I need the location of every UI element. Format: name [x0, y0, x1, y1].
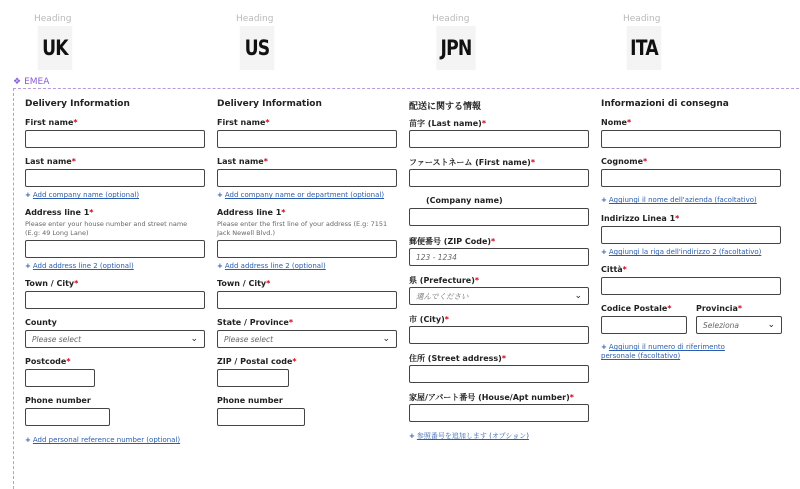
plus-icon: + [409, 432, 415, 440]
first-name-label: Nome* [601, 118, 632, 127]
chevron-down-icon: ⌄ [574, 291, 582, 301]
plus-icon: + [25, 191, 31, 199]
last-name-input[interactable] [601, 169, 781, 187]
last-name-input[interactable] [409, 130, 589, 148]
prefecture-select[interactable]: 選んでください ⌄ [409, 287, 589, 305]
address-line1-label: Address line 1* [25, 208, 94, 217]
plus-icon: + [25, 436, 31, 444]
city-input[interactable] [409, 326, 589, 344]
address-line1-input[interactable] [601, 226, 781, 244]
county-label: County [25, 318, 57, 327]
country-code-jpn: JPN [436, 26, 475, 70]
state-province-label: State / Province* [217, 318, 294, 327]
last-name-label: Last name* [217, 157, 268, 166]
postcode-label: Codice Postale* [601, 304, 672, 313]
add-reference-link[interactable]: + Add personal reference number (optional) [25, 436, 181, 444]
plus-icon: + [601, 343, 607, 351]
region-label: EMEA [24, 77, 50, 87]
region-frame-label[interactable] [13, 77, 49, 87]
county-select[interactable]: Please select ⌄ [25, 330, 205, 348]
zip-input[interactable] [217, 369, 289, 387]
postcode-input[interactable] [25, 369, 95, 387]
company-name-input[interactable] [409, 208, 589, 226]
plus-icon: + [217, 191, 223, 199]
phone-label: Phone number [25, 396, 91, 405]
address-line1-hint: Please enter your house number and street name (E.g: 49 Long Lane) [25, 220, 188, 237]
add-reference-link[interactable]: + Aggiungi il numero di riferimento personale (facoltativo) [601, 343, 725, 360]
first-name-input[interactable] [217, 130, 397, 148]
town-city-input[interactable] [25, 291, 205, 309]
heading-label: Heading [236, 14, 274, 24]
city-label: Città* [601, 265, 627, 274]
country-code-ita: ITA [627, 26, 661, 70]
first-name-label: First name* [217, 118, 270, 127]
last-name-label: Cognome* [601, 157, 648, 166]
first-name-label: ファーストネーム (First name)* [409, 158, 536, 167]
last-name-input[interactable] [25, 169, 205, 187]
first-name-input[interactable] [409, 169, 589, 187]
house-number-input[interactable] [409, 404, 589, 422]
address-line1-label: Indirizzo Linea 1* [601, 214, 680, 223]
town-city-input[interactable] [217, 291, 397, 309]
chevron-down-icon: ⌄ [382, 334, 390, 344]
add-company-link[interactable]: + Aggiungi il nome dell'azienda (facoltativo) [601, 196, 757, 204]
street-address-label: 住所 (Street address)* [409, 354, 507, 363]
prefecture-label: 県 (Prefecture)* [409, 276, 480, 285]
chevron-down-icon: ⌄ [767, 320, 775, 330]
zip-label: ZIP / Postal code* [217, 357, 297, 366]
country-code-uk: UK [38, 26, 72, 70]
zip-label: 郵便番号 (ZIP Code)* [409, 237, 496, 246]
country-code-us: US [240, 26, 274, 70]
first-name-input[interactable] [601, 130, 781, 148]
add-reference-link[interactable]: + 参照番号を追加します (オプション) [409, 432, 529, 440]
plus-icon: + [601, 248, 607, 256]
phone-input[interactable] [25, 408, 110, 426]
town-city-label: Town / City* [217, 279, 271, 288]
heading-label: Heading [623, 14, 661, 24]
postcode-input[interactable] [601, 316, 687, 334]
form-title: Informazioni di consegna [601, 99, 729, 109]
town-city-label: Town / City* [25, 279, 79, 288]
last-name-label: Last name* [25, 157, 76, 166]
phone-label: Phone number [217, 396, 283, 405]
house-number-label: 家屋/アパート番号 (House/Apt number)* [409, 393, 574, 402]
address-line1-input[interactable] [217, 240, 397, 258]
city-label: 市 (City)* [409, 315, 449, 324]
first-name-input[interactable] [25, 130, 205, 148]
heading-label: Heading [34, 14, 72, 24]
form-title: Delivery Information [217, 99, 322, 109]
city-input[interactable] [601, 277, 781, 295]
address-line1-label: Address line 1* [217, 208, 286, 217]
address-line1-hint: Please enter the first line of your address (E.g: 7151 Jack Newell Blvd.) [217, 220, 388, 237]
postcode-label: Postcode* [25, 357, 71, 366]
plus-icon: + [25, 262, 31, 270]
add-address-line2-link[interactable]: + Aggiungi la riga dell'indirizzo 2 (facoltativo) [601, 248, 762, 256]
plus-icon: + [217, 262, 223, 270]
street-address-input[interactable] [409, 365, 589, 383]
state-province-select[interactable]: Please select ⌄ [217, 330, 397, 348]
form-title: Delivery Information [25, 99, 130, 109]
form-title: 配送に関する情報 [409, 102, 482, 112]
chevron-down-icon: ⌄ [190, 334, 198, 344]
phone-input[interactable] [217, 408, 305, 426]
heading-label: Heading [432, 14, 470, 24]
zip-input[interactable]: 123 - 1234 [409, 248, 589, 266]
add-address-line2-link[interactable]: + Add address line 2 (optional) [217, 262, 326, 270]
company-name-label: (Company name) [426, 196, 503, 205]
component-diamond-icon: ❖ [13, 77, 22, 87]
first-name-label: First name* [25, 118, 78, 127]
add-company-link[interactable]: + Add company name (optional) [25, 191, 140, 199]
province-select[interactable]: Seleziona ⌄ [696, 316, 782, 334]
address-line1-input[interactable] [25, 240, 205, 258]
add-company-link[interactable]: + Add company name or department (optional) [217, 191, 385, 199]
add-address-line2-link[interactable]: + Add address line 2 (optional) [25, 262, 134, 270]
last-name-label: 苗字 (Last name)* [409, 119, 487, 128]
plus-icon: + [601, 196, 607, 204]
province-label: Provincia* [696, 304, 743, 313]
last-name-input[interactable] [217, 169, 397, 187]
